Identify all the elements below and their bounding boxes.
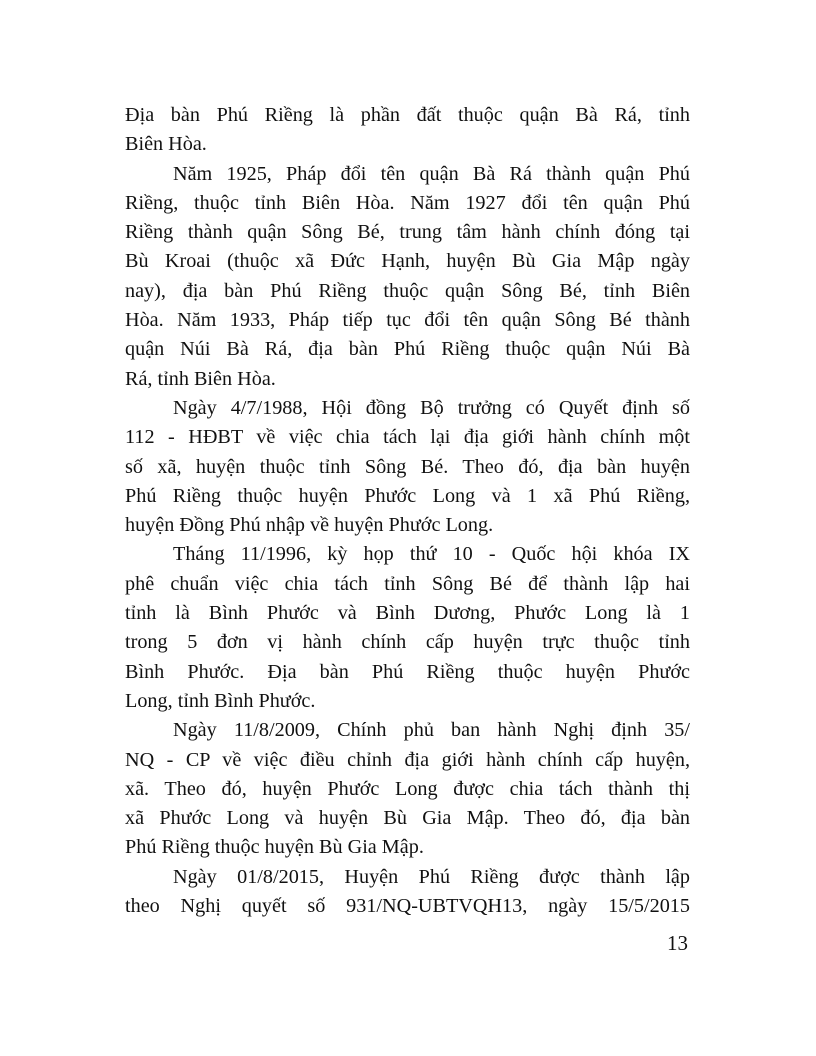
- paragraph-first-line: Ngày 4/7/1988, Hội đồng Bộ trưởng có Quyết định số: [173, 396, 690, 419]
- text-line: 112 - HĐBT về việc chia tách lại địa giới hành chính một: [125, 426, 690, 449]
- text-line: phê chuẩn việc chia tách tỉnh Sông Bé để thành lập hai: [125, 572, 690, 595]
- paragraph-first-line: Ngày 11/8/2009, Chính phủ ban hành Nghị định 35/: [173, 719, 690, 742]
- text-line: Bù Kroai (thuộc xã Đức Hạnh, huyện Bù Gia Mập ngày: [125, 250, 690, 273]
- text-line: Riềng thành quận Sông Bé, trung tâm hành chính đóng tại: [125, 221, 690, 244]
- text-line: Long, tỉnh Bình Phước.: [125, 689, 316, 712]
- page-number: 13: [667, 931, 688, 955]
- text-line: quận Núi Bà Rá, địa bàn Phú Riềng thuộc quận Núi Bà: [125, 338, 690, 361]
- text-line: xã. Theo đó, huyện Phước Long được chia tách thành thị: [125, 777, 690, 800]
- text-line: Biên Hòa.: [125, 133, 207, 156]
- text-line: NQ - CP về việc điều chỉnh địa giới hành chính cấp huyện,: [125, 748, 690, 771]
- text-line: theo Nghị quyết số 931/NQ-UBTVQH13, ngày 15/5/2015: [125, 895, 690, 918]
- paragraph-first-line: Năm 1925, Pháp đổi tên quận Bà Rá thành quận Phú: [173, 162, 690, 185]
- text-line: Hòa. Năm 1933, Pháp tiếp tục đổi tên quận Sông Bé thành: [125, 309, 690, 332]
- text-line: tỉnh là Bình Phước và Bình Dương, Phước Long là 1: [125, 602, 690, 625]
- text-line: nay), địa bàn Phú Riềng thuộc quận Sông Bé, tỉnh Biên: [125, 279, 690, 302]
- text-line: xã Phước Long và huyện Bù Gia Mập. Theo đó, địa bàn: [125, 807, 690, 830]
- text-line: Địa bàn Phú Riềng là phần đất thuộc quận Bà Rá, tỉnh: [125, 104, 690, 126]
- text-line: huyện Đồng Phú nhập về huyện Phước Long.: [125, 514, 494, 537]
- text-line: Riềng, thuộc tỉnh Biên Hòa. Năm 1927 đổi tên quận Phú: [125, 191, 690, 214]
- body-text: [125, 101, 690, 921]
- paragraph-first-line: Tháng 11/1996, kỳ họp thứ 10 - Quốc hội khóa IX: [173, 543, 690, 566]
- text-line: Phú Riềng thuộc huyện Phước Long và 1 xã Phú Riềng,: [125, 484, 690, 507]
- text-line: trong 5 đơn vị hành chính cấp huyện trực thuộc tỉnh: [125, 631, 690, 654]
- text-line: số xã, huyện thuộc tỉnh Sông Bé. Theo đó, địa bàn huyện: [125, 455, 690, 478]
- text-line: Bình Phước. Địa bàn Phú Riềng thuộc huyện Phước: [125, 660, 690, 683]
- text-line: Rá, tỉnh Biên Hòa.: [125, 367, 276, 390]
- paragraph-first-line: Ngày 01/8/2015, Huyện Phú Riềng được thành lập: [173, 865, 690, 888]
- text-line: Phú Riềng thuộc huyện Bù Gia Mập.: [125, 836, 424, 859]
